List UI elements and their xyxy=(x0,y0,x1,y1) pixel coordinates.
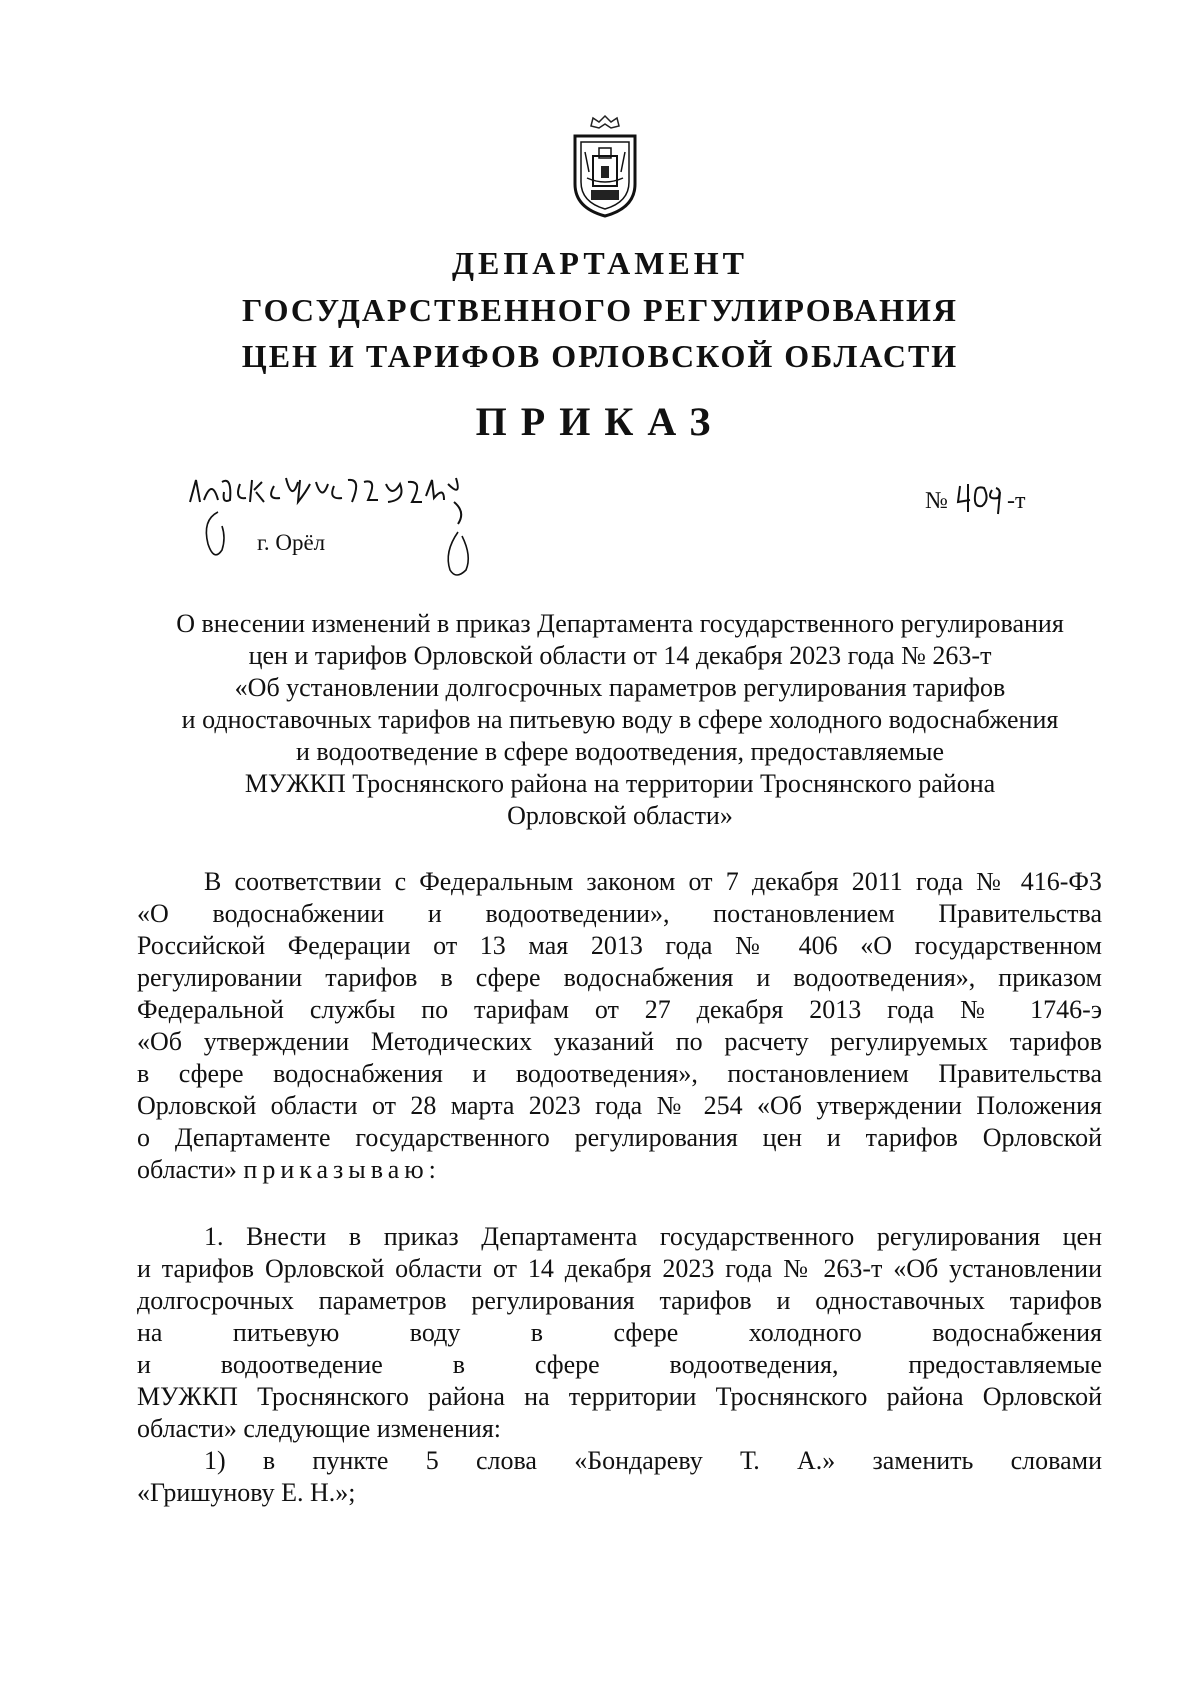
paragraph-line: 1. Внести в приказ Департамента государственного регулирования цен xyxy=(204,1222,1102,1251)
city-label: г. Орёл xyxy=(257,530,326,555)
handwritten-number-409 xyxy=(956,480,1006,516)
sub-item-line: «Гришунову Е. Н.»; xyxy=(137,1478,356,1507)
title-line: Орловской области» xyxy=(507,801,733,830)
paragraph-line: и тарифов Орловской области от 14 декабря 2023 года № 263-т «Об установлении xyxy=(137,1254,1102,1283)
department-name-line-1: ДЕПАРТАМЕНТ xyxy=(452,245,748,281)
paragraph-line-final xyxy=(137,1154,1102,1186)
paragraph-line: о Департаменте государственного регулирования цен и тарифов Орловской xyxy=(137,1123,1102,1152)
order-title xyxy=(120,608,1120,832)
department-name-line-3: ЦЕН И ТАРИФОВ ОРЛОВСКОЙ ОБЛАСТИ xyxy=(241,338,959,374)
coat-of-arms-emblem xyxy=(565,112,645,220)
paragraph-line: регулировании тарифов в сфере водоснабжения и водоотведения», приказом xyxy=(137,963,1102,992)
sub-item-line: 1) в пункте 5 слова «Бондареву Т. А.» заменить словами xyxy=(204,1446,1102,1475)
paragraph-line: области» следующие изменения: xyxy=(137,1414,502,1443)
paragraph-line: Российской Федерации от 13 мая 2013 года № 406 «О государственном xyxy=(137,931,1102,960)
title-line: «Об установлении долгосрочных параметров регулирования тарифов xyxy=(234,673,1006,702)
preamble-paragraph xyxy=(137,866,1102,1186)
title-line: цен и тарифов Орловской области от 14 декабря 2023 года № 263-т xyxy=(248,641,992,670)
number-sign: № xyxy=(925,488,948,514)
paragraph-line: Федеральной службы по тарифам от 27 декабря 2013 года № 1746-э xyxy=(137,995,1102,1024)
paragraph-line: Орловской области от 28 марта 2023 года № 254 «Об утверждении Положения xyxy=(137,1091,1102,1120)
title-line: МУЖКП Троснянского района на территории Троснянского района xyxy=(244,769,996,798)
paragraph-line: на питьевую воду в сфере холодного водоснабжения xyxy=(137,1318,1102,1347)
order-number xyxy=(925,488,1026,528)
number-suffix: -т xyxy=(1007,488,1026,514)
paragraph-line: «Об утверждении Методических указаний по расчету регулируемых тарифов xyxy=(137,1027,1102,1056)
paragraph-line: в сфере водоснабжения и водоотведения», постановлением Правительства xyxy=(137,1059,1102,1088)
paragraph-line: МУЖКП Троснянского района на территории Троснянского района Орловской xyxy=(137,1382,1102,1411)
document-type-heading: ПРИКАЗ xyxy=(475,399,725,444)
paragraph-line: долгосрочных параметров регулирования тарифов и одноставочных тарифов xyxy=(137,1286,1102,1315)
paragraph-line: и водоотведение в сфере водоотведения, предоставляемые xyxy=(137,1350,1102,1379)
handwritten-date-signature xyxy=(182,472,482,592)
order-verb: приказываю: xyxy=(243,1155,441,1184)
paragraph-line: «О водоснабжении и водоотведении», постановлением Правительства xyxy=(137,899,1102,928)
paragraph-line: В соответствии с Федеральным законом от 7 декабря 2011 года № 416-ФЗ xyxy=(204,867,1102,896)
preamble-tail-text: области» xyxy=(137,1155,244,1184)
item-1-paragraph xyxy=(137,1221,1102,1509)
title-line: О внесении изменений в приказ Департамента государственного регулирования xyxy=(176,609,1064,638)
title-line: и одноставочных тарифов на питьевую воду в сфере холодного водоснабжения xyxy=(181,705,1059,734)
title-line: и водоотведение в сфере водоотведения, предоставляемые xyxy=(295,737,945,766)
department-name-line-2: ГОСУДАРСТВЕННОГО РЕГУЛИРОВАНИЯ xyxy=(242,292,958,328)
